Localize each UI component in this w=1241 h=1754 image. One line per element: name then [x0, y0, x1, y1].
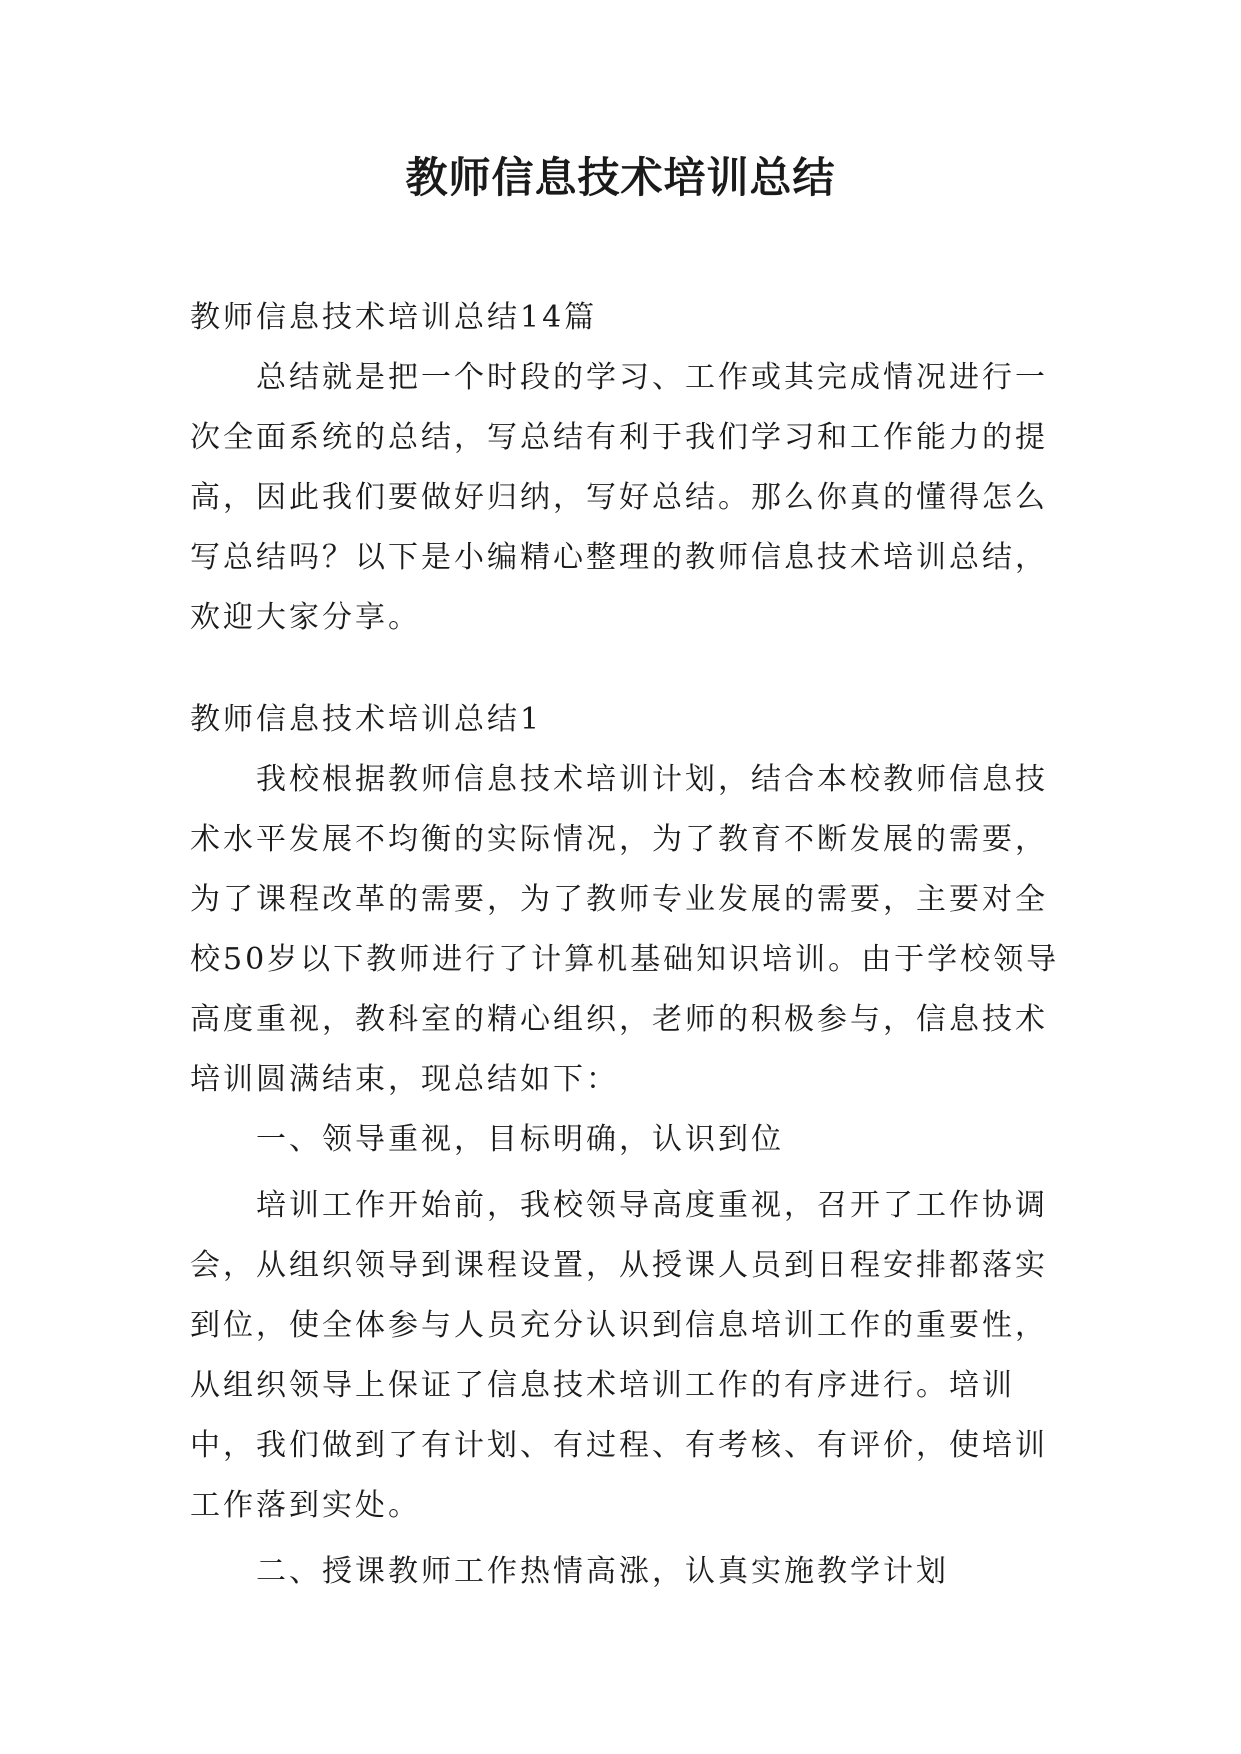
intro-paragraph: 总结就是把一个时段的学习、工作或其完成情况进行一次全面系统的总结，写总结有利于我们学习和工作能力的提高，因此我们要做好归纳，写好总结。那么你真的懂得怎么写总结吗？以下是小编精心整理的教师信息技术培训总结，欢迎大家分享。	[190, 360, 1048, 635]
section-heading: 教师信息技术培训总结1	[190, 702, 543, 737]
document-body	[190, 288, 1066, 1602]
document-title: 教师信息技术培训总结	[405, 153, 836, 202]
section-paragraph: 我校根据教师信息技术培训计划，结合本校教师信息技术水平发展不均衡的实际情况，为了教育不断发展的需要，为了课程改革的需要，为了教师专业发展的需要，主要对全校50岁以下教师进行了计算机基础知识培训。由于学校领导高度重视，教科室的精心组织，老师的积极参与，信息技术培训圆满结束，现总结如下：	[190, 762, 1060, 1097]
point-paragraph-1: 培训工作开始前，我校领导高度重视，召开了工作协调会，从组织领导到课程设置，从授课人员到日程安排都落实到位，使全体参与人员充分认识到信息培训工作的重要性，从组织领导上保证了信息技术培训工作的有序进行。培训中，我们做到了有计划、有过程、有考核、有评价，使培训工作落到实处。	[190, 1188, 1048, 1523]
document-subtitle: 教师信息技术培训总结14篇	[190, 300, 598, 335]
point-heading-1: 一、领导重视，目标明确，认识到位	[256, 1122, 784, 1157]
point-heading-2: 二、授课教师工作热情高涨，认真实施教学计划	[256, 1554, 949, 1589]
